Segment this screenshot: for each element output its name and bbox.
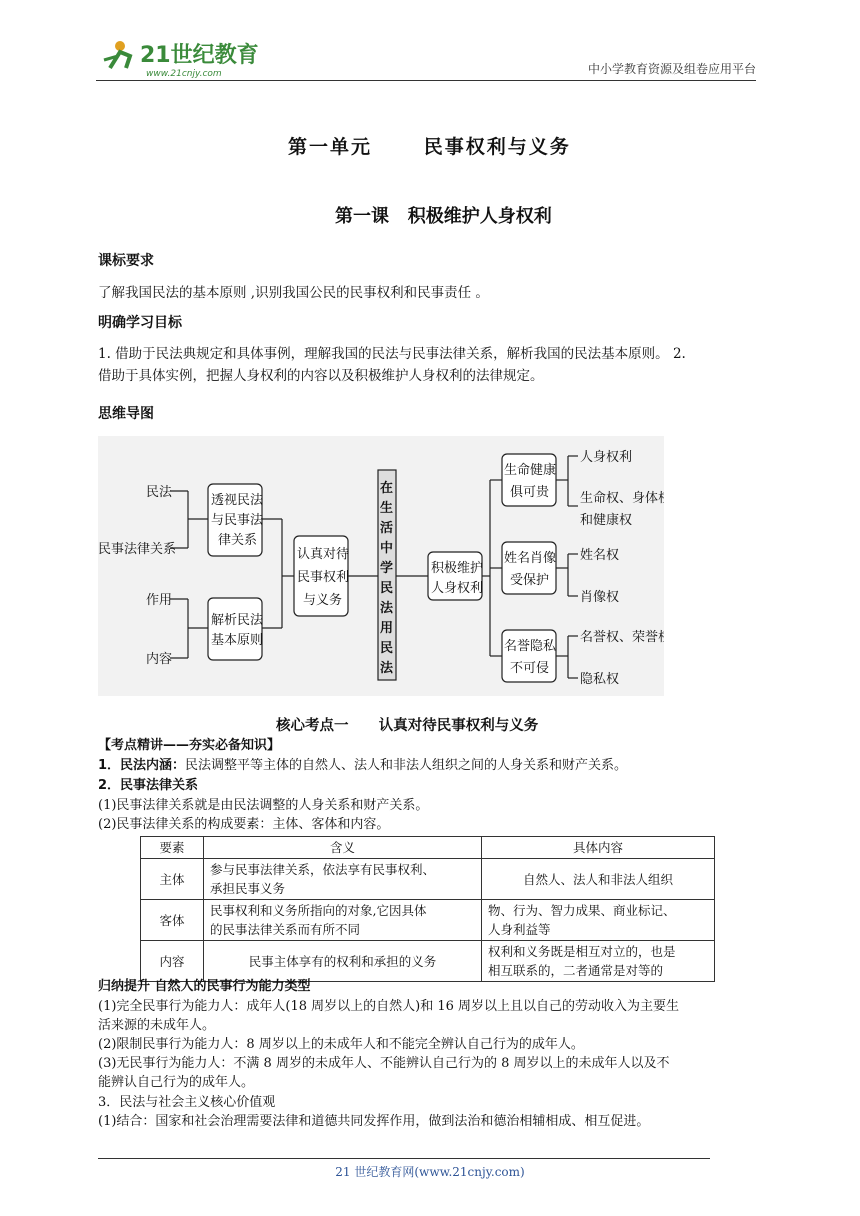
branch1-line2: 俱可贵 — [510, 485, 550, 500]
box-b-line2: 基本原则 — [211, 633, 264, 648]
cell-meaning — [204, 859, 482, 900]
mm-leaf-content: 内容 — [146, 652, 173, 667]
cell-line: 物、行为、智力成果、商业标记、 — [488, 903, 676, 918]
leaf-name-right: 姓名权 — [580, 548, 620, 563]
item2-a: (1)民事法律关系就是由民法调整的人身关系和财产关系。 — [98, 798, 429, 813]
th-element: 要素 — [141, 837, 204, 859]
curriculum-heading: 课标要求 — [98, 253, 154, 269]
leaf-personal-rights: 人身权利 — [580, 450, 633, 465]
box-a-line2: 与民事法 — [211, 513, 264, 528]
site-logo — [96, 34, 266, 80]
center-char-3: 活 — [380, 521, 394, 536]
box-a-line3: 律关系 — [218, 533, 258, 548]
cell-key: 主体 — [141, 859, 204, 900]
center-char-2: 生 — [380, 501, 394, 516]
branch2-line2: 受保护 — [510, 573, 550, 588]
center-char-8: 用 — [380, 621, 394, 636]
branch2-line1: 姓名肖像 — [504, 551, 557, 566]
center-char-10: 法 — [380, 661, 394, 676]
table-row — [141, 900, 715, 941]
branch1-line1: 生命健康 — [504, 463, 557, 478]
table-header-row — [141, 837, 715, 859]
summary-l2: 活来源的未成年人。 — [98, 1018, 216, 1033]
cell-line: 承担民事义务 — [210, 881, 286, 896]
goals-line-1: 1. 借助于民法典规定和具体事例，理解我国的民法与民事法律关系，解析我国的民法基本原则。 2. — [98, 346, 686, 362]
branch3-line2: 不可侵 — [510, 661, 550, 676]
leaf-life-body-line1: 生命权、身体权 — [580, 491, 664, 506]
summary-l1: (1)完全民事行为能力人：成年人(18 周岁以上的自然人)和 16 周岁以上且以自己的劳动收入为主要生 — [98, 999, 680, 1014]
table-row — [141, 859, 715, 900]
mindmap-heading: 思维导图 — [98, 406, 154, 422]
center-char-9: 民 — [380, 641, 394, 656]
core-item-1 — [98, 757, 763, 775]
cell-meaning: 民事主体享有的权利和承担的义务 — [204, 941, 482, 982]
cell-line: 参与民事法律关系，依法享有民事权利、 — [210, 862, 436, 877]
cell-key: 内容 — [141, 941, 204, 982]
unit-title: 第一单元 民事权利与义务 — [288, 136, 571, 158]
logo-name: 21世纪教育 — [140, 43, 259, 68]
cell-content — [482, 900, 715, 941]
cell-line: 的民事法律关系而有所不同 — [210, 922, 361, 937]
center-char-6: 民 — [380, 581, 394, 596]
header-divider — [96, 80, 756, 81]
elements-table — [140, 836, 715, 982]
leaf-privacy-right: 隐私权 — [580, 672, 620, 687]
box-c-line2: 民事权利 — [297, 570, 350, 585]
curriculum-text: 了解我国民法的基本原则 ,识别我国公民的民事权利和民事责任 。 — [98, 285, 489, 301]
center-char-7: 法 — [380, 601, 394, 616]
leaf-reputation-right: 名誉权、荣誉权 — [580, 630, 664, 645]
box-a-line1: 透视民法 — [211, 493, 264, 508]
platform-name: 中小学教育资源及组卷应用平台 — [587, 62, 756, 76]
item2-label: 2．民事法律关系 — [98, 778, 199, 793]
cell-meaning — [204, 900, 482, 941]
th-content: 具体内容 — [482, 837, 715, 859]
box-analyze-principles — [208, 598, 262, 660]
footer-divider — [98, 1158, 710, 1159]
summary-l7: (1)结合：国家和社会治理需要法律和道德共同发挥作用，做到法治和德治相辅相成、相互促进。 — [98, 1114, 650, 1129]
branch3-line1: 名誉隐私 — [504, 639, 557, 654]
center-char-1: 在 — [380, 481, 394, 496]
leaf-portrait-right: 肖像权 — [580, 590, 620, 605]
box-d-line1: 积极维护 — [431, 561, 484, 576]
core-bracket: 【考点精讲——夯实必备知识】 — [98, 738, 281, 753]
cell-content: 自然人、法人和非法人组织 — [482, 859, 715, 900]
cell-line: 权利和义务既是相互对立的，也是 — [488, 944, 676, 959]
leaf-life-body-line2: 和健康权 — [580, 513, 633, 528]
table-row — [141, 941, 715, 982]
mm-leaf-function: 作用 — [146, 593, 173, 608]
mm-leaf-civil-law: 民法 — [146, 485, 173, 500]
cell-line: 相互联系的，二者通常是对等的 — [488, 963, 664, 978]
lesson-title: 第一课 积极维护人身权利 — [335, 206, 552, 227]
cell-line: 民事权利和义务所指向的对象,它因具体 — [210, 903, 427, 918]
item2-b: (2)民事法律关系的构成要素：主体、客体和内容。 — [98, 817, 390, 832]
summary-heading: 归纳提升 自然人的民事行为能力类型 — [98, 979, 311, 994]
box-d-line2: 人身权利 — [431, 581, 484, 596]
box-b-line1: 解析民法 — [211, 613, 264, 628]
footer-text[interactable]: 21 世纪教育网(www.21cnjy.com) — [335, 1165, 525, 1179]
cell-content — [482, 941, 715, 982]
mm-leaf-civil-relations: 民事法律关系 — [98, 542, 177, 557]
box-c-line3: 与义务 — [303, 593, 343, 608]
summary-l3: (2)限制民事行为能力人：8 周岁以上的未成年人和不能完全辨认自己行为的成年人。 — [98, 1037, 584, 1052]
logo-url: www.21cnjy.com — [146, 69, 222, 79]
center-char-4: 中 — [380, 541, 394, 556]
center-char-5: 学 — [380, 561, 394, 576]
cell-line: 人身利益等 — [488, 922, 551, 937]
summary-l6: 3．民法与社会主义核心价值观 — [98, 1095, 276, 1110]
th-meaning: 含义 — [204, 837, 482, 859]
mind-map — [98, 436, 664, 696]
item1-label: 1．民法内涵： — [98, 758, 186, 773]
item1-text: 民法调整平等主体的自然人、法人和非法人组织之间的人身关系和财产关系。 — [185, 758, 628, 773]
summary-l5: 能辨认自己行为的成年人。 — [98, 1075, 255, 1090]
goals-line-2: 借助于具体实例，把握人身权利的内容以及积极维护人身权利的法律规定。 — [98, 368, 544, 384]
summary-l4: (3)无民事行为能力人：不满 8 周岁的未成年人、不能辨认自己行为的 8 周岁以上的未成年人以及不 — [98, 1056, 670, 1071]
box-c-line1: 认真对待 — [297, 547, 350, 562]
goals-heading: 明确学习目标 — [98, 315, 182, 331]
cell-key: 客体 — [141, 900, 204, 941]
core-title: 核心考点一 认真对待民事权利与义务 — [276, 718, 539, 734]
